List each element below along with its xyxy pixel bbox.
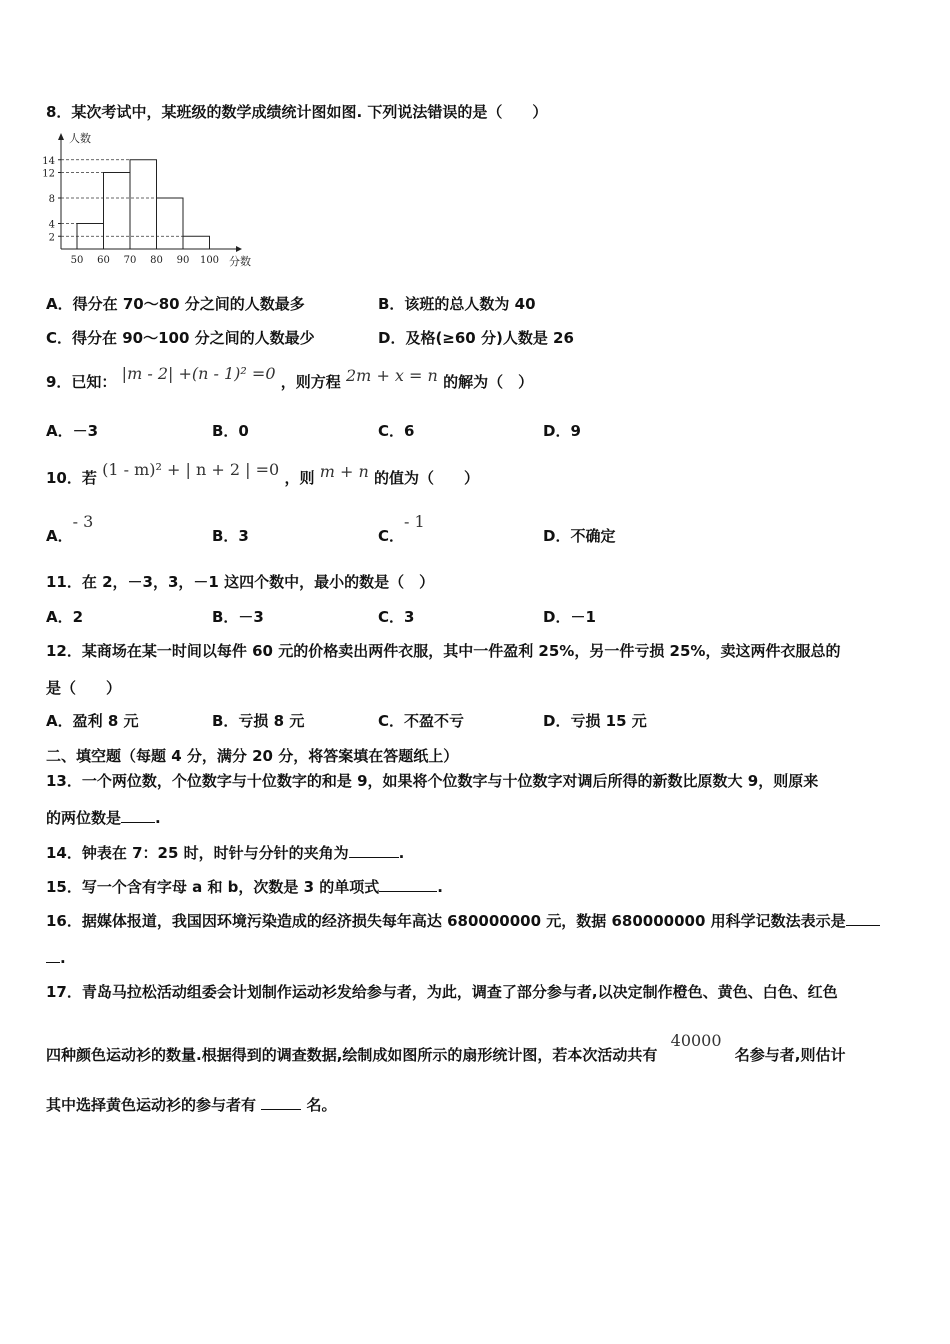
q9-mid: ，则方程: [280, 373, 341, 391]
q9-option-d[interactable]: D．9: [543, 422, 581, 440]
section-fill-in-heading: 二、填空题（每题 4 分，满分 20 分，将答案填在答题纸上）: [46, 747, 459, 765]
q10-option-a-math: - 3: [72, 512, 94, 531]
y-tick-label: 12: [42, 168, 55, 180]
q12-stem-line1: 12．某商场在某一时间以每件 60 元的价格卖出两件衣服，其中一件盈利 25%，另一件亏损 25%，卖这两件衣服总的: [46, 642, 841, 660]
q13-line1: 13．一个两位数，个位数字与十位数字的和是 9，如果将个位数字与十位数字对调后所得的新数比原数大 9，则原来: [46, 772, 819, 790]
histogram-bar: [104, 173, 131, 250]
q17-answer-blank[interactable]: [261, 1095, 301, 1110]
q17-line3b: 名。: [306, 1096, 337, 1114]
q12-option-b[interactable]: B．亏损 8 元: [212, 712, 305, 730]
y-tick-label: 2: [48, 232, 55, 244]
y-axis-label: 人数: [69, 132, 91, 145]
q15-line: [46, 877, 443, 897]
q10-option-d[interactable]: D．不确定: [543, 527, 616, 545]
q14-end: .: [398, 844, 405, 862]
q11-option-c[interactable]: C．3: [378, 608, 415, 626]
q16-answer-blank-part2[interactable]: [46, 948, 60, 963]
q10-option-a-label: A．: [46, 527, 73, 545]
q11-option-a[interactable]: A．2: [46, 608, 84, 626]
q15-text: 15．写一个含有字母 a 和 b，次数是 3 的单项式: [46, 878, 380, 896]
q11-option-b[interactable]: B．－3: [212, 608, 264, 626]
x-axis-arrow: [236, 246, 242, 252]
q17-line1: 17．青岛马拉松活动组委会计划制作运动衫发给参与者，为此，调查了部分参与者,以决定制作橙色、黄色、白色、红色: [46, 983, 838, 1001]
x-tick-label: 50: [70, 255, 84, 266]
x-tick-label: 60: [97, 255, 110, 266]
histogram-bar: [157, 198, 184, 249]
x-tick-label: 80: [150, 255, 163, 266]
q16-line2: [46, 948, 66, 968]
q8-option-b[interactable]: B．该班的总人数为 40: [378, 295, 536, 313]
q10-option-b[interactable]: B．3: [212, 527, 249, 545]
q10-expr2: m + n: [319, 462, 369, 481]
q10-prefix: 10．若: [46, 469, 97, 487]
q9-stem: [46, 364, 534, 392]
q17-line2a: 四种颜色运动衫的数量.根据得到的调查数据,绘制成如图所示的扇形统计图，若本次活动共有: [46, 1046, 658, 1064]
q14-answer-blank[interactable]: [349, 843, 399, 858]
q16-end: .: [60, 949, 66, 967]
q13-line2-text: 的两位数是: [46, 809, 122, 827]
q11-option-d[interactable]: D．－1: [543, 608, 596, 626]
q8-option-c[interactable]: C．得分在 90～100 分之间的人数最少: [46, 329, 315, 347]
y-tick-label: 4: [48, 219, 55, 231]
q16-text: 16．据媒体报道，我国因环境污染造成的经济损失每年高达 680000000 元，数据 680000000 用科学记数法表示是: [46, 912, 846, 930]
q16-answer-blank-part1[interactable]: [846, 911, 880, 926]
q9-option-c[interactable]: C．6: [378, 422, 415, 440]
q9-expr2: 2m + x = n: [346, 366, 438, 385]
q10-stem: [46, 460, 479, 488]
histogram-bar: [130, 160, 157, 249]
histogram-bar: [77, 224, 104, 250]
q17-line3a: 其中选择黄色运动衫的参与者有: [46, 1096, 257, 1114]
q10-suffix: 的值为（ ）: [373, 469, 479, 487]
q17-line2b: 名参与者,则估计: [734, 1046, 846, 1064]
q13-end: .: [155, 809, 161, 827]
x-axis-label: 分数: [229, 255, 251, 268]
q8-option-d[interactable]: D．及格(≥60 分)人数是 26: [378, 329, 574, 347]
q14-text: 14．钟表在 7：25 时，时针与分针的夹角为: [46, 844, 349, 862]
q11-stem: 11．在 2，－3，3，－1 这四个数中，最小的数是（ ）: [46, 573, 435, 591]
q12-stem-line2: 是（ ）: [46, 679, 122, 697]
q9-expr1: |m - 2| +(n - 1)² =0: [121, 364, 276, 383]
q9-option-a[interactable]: A．－3: [46, 422, 99, 440]
x-tick-label: 100: [199, 255, 220, 266]
q15-answer-blank[interactable]: [379, 877, 437, 892]
q13-answer-blank[interactable]: [121, 808, 155, 823]
q17-line3: [46, 1095, 337, 1115]
q12-option-d[interactable]: D．亏损 15 元: [543, 712, 647, 730]
q17-line2: [46, 1031, 846, 1065]
q17-participants-number: 40000: [670, 1031, 722, 1050]
q14-line: [46, 843, 404, 863]
q16-line1: [46, 911, 880, 931]
q10-option-c[interactable]: [378, 512, 425, 546]
y-axis-arrow: [58, 133, 64, 140]
q9-suffix: 的解为（ ）: [443, 373, 534, 391]
q9-prefix: 9．已知：: [46, 373, 117, 391]
q9-option-b[interactable]: B．0: [212, 422, 249, 440]
q10-expr1: (1 - m)² + | n + 2 | =0: [102, 460, 280, 479]
histogram-chart: [40, 130, 260, 270]
x-tick-label: 90: [176, 255, 190, 266]
q12-option-c[interactable]: C．不盈不亏: [378, 712, 465, 730]
x-tick-label: 70: [123, 255, 137, 266]
q12-option-a[interactable]: A．盈利 8 元: [46, 712, 139, 730]
q10-option-c-math: - 1: [404, 512, 425, 531]
q8-stem: 8．某次考试中，某班级的数学成绩统计图如图. 下列说法错误的是（ ）: [46, 103, 548, 121]
y-tick-label: 8: [48, 194, 55, 205]
q13-line2: [46, 808, 161, 828]
q10-option-a[interactable]: [46, 512, 94, 546]
q8-option-a[interactable]: A．得分在 70～80 分之间的人数最多: [46, 295, 305, 313]
q10-option-c-label: C．: [378, 527, 405, 545]
y-tick-label: 14: [42, 155, 55, 167]
histogram-bar: [183, 236, 210, 249]
q15-end: .: [437, 878, 443, 896]
q10-mid: ，则: [284, 469, 315, 487]
